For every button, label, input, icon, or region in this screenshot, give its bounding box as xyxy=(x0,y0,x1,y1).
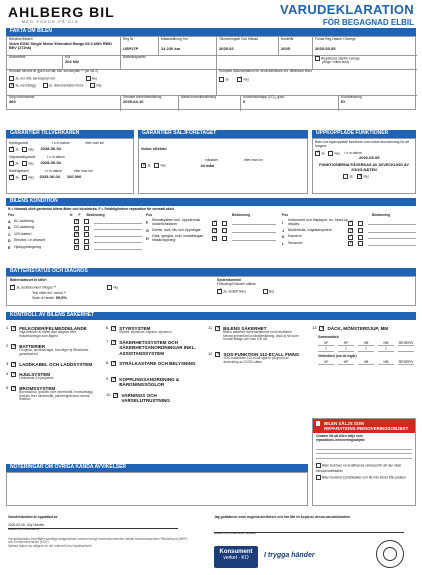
upgrade-ja-label: Ja xyxy=(321,151,325,156)
rust-label: Vagnskadegaranti xyxy=(9,155,36,160)
new-nej-label: Nej xyxy=(28,147,34,152)
stamp-opt1: Ja, med tilägg xyxy=(15,83,36,88)
safety-item-12 xyxy=(208,352,304,364)
condition-row-l xyxy=(282,241,416,246)
condition-f-checkbox[interactable] xyxy=(358,221,363,226)
upgrade-question: Bilen har uppkopplade funktioner som kräva abonnemang för att fungera xyxy=(315,140,409,148)
konsumentverket-logo xyxy=(214,546,258,568)
condition-n-checkbox[interactable] xyxy=(348,221,353,226)
brand-logo xyxy=(8,4,118,25)
safety-item-checkbox[interactable] xyxy=(111,340,116,345)
service-ja-checkbox[interactable] xyxy=(9,76,14,81)
condition-label: Sensorer xyxy=(288,240,303,245)
safety-item-title: SOS-FUNKTION 112-ECALL FINNS xyxy=(223,352,299,357)
safety-item-desc: SOS-funktionen 112-eCall upphör på grund av avveckling av 2G/3G-näten xyxy=(223,356,289,364)
condition-row-e xyxy=(8,245,142,250)
condition-section-header: BILENS KONDITION xyxy=(6,198,416,206)
seal-inner-icon xyxy=(383,547,397,561)
condition-label: DC-laddning xyxy=(14,225,34,230)
safety-item-checkbox[interactable] xyxy=(11,372,16,377)
condition-note-field[interactable] xyxy=(232,221,276,225)
tyre-summer-value: 7 xyxy=(358,347,374,352)
page-title: VARUDEKLARATION xyxy=(279,2,414,17)
safety-item-title: SÄKERHETSSYSTEM OCH SÄKERHETSANORDNINGAR INKL. ASSISTANSSYSTEM xyxy=(119,340,196,356)
repair-reason-label: Orsaker till att bilen säljs som reparations-/renoveringsobjekt xyxy=(316,434,365,442)
condition-f-checkbox[interactable] xyxy=(84,239,89,244)
made-by-label: Varudeklaration är upprättad av xyxy=(8,515,58,519)
safety-item-number: 4 xyxy=(6,371,9,376)
modelyear-label: Modellår xyxy=(281,37,294,41)
condition-id: B xyxy=(8,226,11,231)
condition-label: Glas, speglar, exkl. installningar/ hissar/öppning xyxy=(152,233,204,242)
safety-item-6 xyxy=(106,326,202,335)
upgrade-warn-nej: Nej xyxy=(363,174,369,179)
condition-id: L xyxy=(282,241,285,246)
country-label: (Ange i vilket land) xyxy=(322,60,350,65)
battery-test-ja-checkbox[interactable] xyxy=(10,285,15,290)
tyre-col-header-winter: VF xyxy=(318,360,334,365)
condition-f-checkbox[interactable] xyxy=(358,241,363,246)
system-check-sub: Felkoding/Felkoder utläste xyxy=(217,281,256,286)
tyre-summer-value: 7 xyxy=(338,347,354,352)
seller-box: Volvo eSelekt månader eller max km ✓Ja Nej 24 mån xyxy=(138,138,308,194)
safety-item-title: DÄCK, MÖNSTERDJUP, MM xyxy=(327,326,389,331)
safety-item-checkbox[interactable] xyxy=(111,361,116,366)
safety-item-title: STYRSYSTEM xyxy=(119,326,151,331)
firstreg-value: 2025-05-05 xyxy=(315,45,336,51)
soh-value: 99,5% xyxy=(55,294,68,300)
system-check-label: Systemkontroll xyxy=(217,278,241,282)
condition-f-checkbox[interactable] xyxy=(84,226,89,231)
condition-col2 xyxy=(146,219,276,242)
new-until-value: 2028-06-04 xyxy=(40,146,61,152)
page-subtitle: FÖR BEGAGNAD ELBIL xyxy=(322,17,414,27)
next-inspection-label: Nästa kontrollbesiktning xyxy=(181,95,217,99)
safety-item-desc: Inga felkoder är sökta utan diagnos eller felanteckningar som åtgärd xyxy=(19,330,76,338)
condition-n-checkbox[interactable] xyxy=(348,241,353,246)
safety-item-number: 10 xyxy=(106,392,111,397)
safety-item-checkbox[interactable] xyxy=(215,352,220,357)
tyre-box xyxy=(318,336,416,380)
last-inspection-label: Senaste kontrollbesiktning xyxy=(123,95,162,99)
tyre-summer-value: 7 xyxy=(318,347,334,352)
col-n: N xyxy=(70,213,73,217)
service-opt2: Nej xyxy=(91,76,97,81)
safety-item-title: VARNINGS OCH VARSELUTRUSTNING xyxy=(121,393,170,404)
condition-f-checkbox[interactable] xyxy=(84,232,89,237)
condition-id: I xyxy=(282,220,283,225)
made-by-value: 2026-05-06, Lilly Nordén xyxy=(8,522,45,527)
safety-item-11 xyxy=(208,326,304,342)
condition-f-checkbox[interactable] xyxy=(222,236,227,241)
battery-test-ja-label: Ja, testdokument bifogas ** xyxy=(16,285,57,290)
condition-id: C xyxy=(8,232,11,237)
seller-months-label: månader xyxy=(205,157,219,162)
safety-item-title: HJULSYSTEM xyxy=(19,372,51,377)
condition-note-field[interactable] xyxy=(368,221,416,225)
safety-item-3 xyxy=(6,362,102,367)
disclaimer: Varudeklaration innehåller samtliga obligatoriska moment enligt överenskommelse mellan Motorbranschens Riksförbund (MRF) och Konsumentverket (KOV) xyxy=(8,536,188,545)
tyre-col-header: VF xyxy=(318,341,334,346)
battery-box xyxy=(6,276,416,306)
battery-nej-checkbox[interactable] xyxy=(22,175,27,180)
mileage-value: 14 230 km xyxy=(161,45,181,51)
condition-label: AC-laddning xyxy=(14,218,34,223)
co2-label: Koldioxidutsläpp (CO₂) g/km xyxy=(243,95,285,99)
registered-abroad-label: Registerad utanför sverige xyxy=(321,56,360,61)
battery-ja-checkbox[interactable] xyxy=(9,175,14,180)
soh-label: State of Health: xyxy=(32,295,55,300)
condition-row-g xyxy=(146,228,276,233)
seller-ja-checkbox[interactable] xyxy=(141,163,146,168)
complete-ja-checkbox[interactable] xyxy=(219,77,224,82)
safety-item-desc: Bromsskivor, tjocklek över minimimått, bromsbelägg tjocklek över minimimått, parkeringsbroms normal funktion xyxy=(19,390,93,402)
brand-name: AHLBERG BIL xyxy=(8,4,115,20)
condition-n-checkbox[interactable] xyxy=(212,221,217,226)
safety-item-9 xyxy=(106,377,202,388)
upgrade-ja-checkbox[interactable] xyxy=(315,151,320,156)
complete-ja-label: Ja xyxy=(225,77,229,82)
condition-n-checkbox[interactable] xyxy=(212,228,217,233)
condition-note-field[interactable] xyxy=(94,226,142,230)
condition-label: 12V-batteri xyxy=(14,231,32,236)
seller-name: Volvo eSelekt xyxy=(141,146,167,151)
tyre-col-header: RESERV xyxy=(398,340,414,345)
safety-item-number: 3 xyxy=(6,361,9,366)
ko-title: Konsument xyxy=(219,549,253,555)
sys-nej-checkbox[interactable] xyxy=(263,289,268,294)
facts-table xyxy=(6,36,416,110)
safety-item-title: BILENS SÄKERHET xyxy=(223,326,267,331)
condition-f-checkbox[interactable] xyxy=(222,228,227,233)
safety-item-13 xyxy=(312,326,408,331)
new-km-label: eller max km xyxy=(85,141,105,145)
repair-object-box xyxy=(312,418,416,506)
stamp-opt2: Ja, dokumentation finns xyxy=(48,83,84,88)
safety-item-8 xyxy=(106,361,202,366)
kw-label: KW xyxy=(65,55,71,59)
tyre-col-header: HF xyxy=(338,341,354,346)
euro-value: EI xyxy=(341,98,345,104)
condition-note-field[interactable] xyxy=(368,235,416,239)
battery-until-label: t o m datum xyxy=(44,169,63,174)
new-nej-checkbox[interactable] xyxy=(22,147,27,152)
safety-item-4 xyxy=(6,372,102,381)
safety-item-title: FELKODER/FELMEDDELANDE xyxy=(19,326,87,331)
safety-item-7 xyxy=(106,340,202,356)
tyre-col-header-winter: HB xyxy=(378,360,394,365)
safety-item-checkbox[interactable] xyxy=(319,326,324,331)
condition-f-checkbox[interactable] xyxy=(358,228,363,233)
condition-col1 xyxy=(8,219,142,250)
power-label: Motoreffekt xyxy=(9,55,26,59)
tyre-col-header: VB xyxy=(358,341,374,346)
co2-value: 0 xyxy=(243,98,246,104)
tyre-col-header: HB xyxy=(378,341,394,346)
safety-item-title: STRÅLKASTARE OCH BELYSNING xyxy=(119,361,196,366)
condition-note-field[interactable] xyxy=(232,229,276,233)
condition-label: Kameror xyxy=(288,234,302,239)
tyre-summer-value: 7 xyxy=(378,347,394,352)
battery-until-value: 2033-06-04 xyxy=(39,174,60,180)
manufacture-label: Tillverkningsår Och Månad xyxy=(219,37,259,41)
service-opt1: Ja, enl. tillv. serviceplan vid xyxy=(15,76,55,81)
condition-note-field[interactable] xyxy=(94,220,142,224)
upgrade-warn-ja-checkbox[interactable] xyxy=(343,174,348,179)
condition-label: Dörrar, lock, lås och öppningar xyxy=(152,227,201,232)
condition-label: Hjulupphängning xyxy=(14,244,41,249)
safety-item-checkbox[interactable] xyxy=(215,326,220,331)
condition-label: Klimatsystem inkl. uppvärmda stolar/funktioner xyxy=(152,218,200,227)
safety-item-2 xyxy=(6,344,102,356)
condition-table: Pos N F Bedömning A AC-laddning ✓ B DC-laddning ✓ C 12V-batteri ✓ D Elmotor-/-e drivaxel ✓ E Hjulupphängning ✓ Pos Bedömning F Klimatsystem inkl. uppvärmda stolar/funktioner ✓ G Dörrar, lock, lås och öppningar ✓ H Glas, speglar, exkl. installningar/ hissar/öppning ✓ Pos Bedömning I Instrument och displayer, ex. head-up display ✓ J Multimedia, högtalarsystem ✓ K Kameror ✓ L Sensorer ✓ xyxy=(6,214,416,262)
sys-ja-checkbox[interactable] xyxy=(217,289,222,294)
condition-note-field[interactable] xyxy=(94,233,142,237)
safety-item-checkbox[interactable] xyxy=(111,326,116,331)
condition-n-checkbox[interactable] xyxy=(212,236,217,241)
safety-item-number: 8 xyxy=(106,360,109,365)
condition-row-i xyxy=(282,219,416,227)
battery-km-label: eller max km xyxy=(74,169,93,174)
repair-object-checkbox[interactable] xyxy=(316,421,320,426)
battery-test-nej-checkbox[interactable] xyxy=(107,285,112,290)
tax-label: Årlig fordonsskatt xyxy=(9,95,35,99)
ko-sub: verket · KO xyxy=(223,554,249,561)
complete-nej-label: Nej xyxy=(243,77,249,82)
new-ja-label: Ja xyxy=(15,147,19,152)
seller-section-header: GARANTIER SÄLJFÖRETAGET xyxy=(138,130,308,138)
upgrade-nej-checkbox[interactable] xyxy=(328,151,333,156)
col-pos: Pos xyxy=(8,213,15,217)
repair-object-title: BILEN SÄLJS SOM REPARATIONS-/RENOVERINGSOBJEKT xyxy=(324,421,409,432)
euro-label: Euroklassning xyxy=(341,95,362,99)
safety-item-checkbox[interactable] xyxy=(11,344,16,349)
safety-item-number: 12 xyxy=(208,351,213,356)
safety-item-desc: Bilens säkerhet överensstämmer med resultatet i senast genomförd kontrollbesiktning, dock ej för utom normal slitage och max 100 mil xyxy=(223,330,299,342)
seller-km-label: eller max km xyxy=(244,157,263,162)
qualified-workshop-label: Bilen behöver en kvalificerad verkstad för att den skall bli/vara trafiksäker xyxy=(316,463,401,473)
upgrade-warn-nej-checkbox[interactable] xyxy=(357,174,362,179)
safety-item-number: 6 xyxy=(106,325,109,330)
trygg-label: I trygga händer xyxy=(264,552,315,559)
disclaimer2: Ifyllnad datum av säljaren är det InternetCars Handbarbolet xyxy=(8,543,92,548)
condition-note-field[interactable] xyxy=(368,229,416,233)
warranty-section-header: GARANTIER TILLVERKAREN xyxy=(6,130,134,138)
battery-cap-label: Batterikapacitet xyxy=(123,55,146,59)
condition-row-h xyxy=(146,235,276,243)
summer-label: Sommardäck xyxy=(318,335,339,339)
safety-item-checkbox[interactable] xyxy=(113,393,118,398)
upgrade-until-label: t o m datum xyxy=(344,151,362,156)
safety-item-number: 5 xyxy=(6,385,9,390)
new-warranty-label: Nybilsgaranti xyxy=(9,141,29,145)
safety-item-desc: Styrled, styrstövel, styrarm, styrservo xyxy=(119,330,172,335)
condition-id: D xyxy=(8,239,11,244)
condition-legend: N = Normalt slick gentemot bilens ålder och körsträcka, F = Felaktig/kräver reparation för normalt skick xyxy=(8,207,175,211)
safety-item-desc: Länkarmar & hjulsystem xyxy=(19,376,54,381)
condition-note-field[interactable] xyxy=(94,246,142,250)
tyre-col-header-winter: VB xyxy=(358,360,374,365)
safety-item-10 xyxy=(106,393,202,404)
winter-label: Vinterdäck (om de ingår) xyxy=(318,354,357,359)
stamp-opt1-checkbox[interactable] xyxy=(9,83,14,88)
condition-id: A xyxy=(8,219,11,224)
reg-label: Reg Nr xyxy=(123,37,134,41)
upgrade-section-header: UPPKÖPPLADE FUNKTIONER xyxy=(312,130,416,138)
mileage-label: Mätarställning, Km xyxy=(161,37,189,41)
battery-status-label: Batteristatuset är utfört xyxy=(10,278,47,282)
tyre-col-header-winter: RESERV xyxy=(398,359,414,364)
condition-f-checkbox[interactable] xyxy=(222,221,227,226)
battery-section-header: BATTERISTATUS OCH DIAGNOS xyxy=(6,268,416,276)
battery-test-nej-label: Nej xyxy=(113,285,119,290)
safety-item-5 xyxy=(6,386,102,402)
sys-nej-label: Nej xyxy=(268,289,274,294)
rust-nej-checkbox[interactable] xyxy=(22,161,27,166)
condition-n-checkbox[interactable] xyxy=(74,245,79,250)
safety-item-checkbox[interactable] xyxy=(11,326,16,331)
condition-f-checkbox[interactable] xyxy=(84,245,89,250)
col-f: F xyxy=(78,213,81,217)
condition-id: K xyxy=(282,235,285,240)
condition-id: H xyxy=(146,236,149,241)
facts-section-header: FAKTA OM BILEN xyxy=(6,28,416,36)
condition-label: Instrument och displayer, ex. head-up display xyxy=(288,218,348,227)
safety-item-checkbox[interactable] xyxy=(111,377,116,382)
condition-note-field[interactable] xyxy=(232,237,276,241)
safety-item-number: 2 xyxy=(6,343,9,348)
seller-months-value: 24 mån xyxy=(200,162,215,168)
reg-value: USP27P xyxy=(123,45,139,51)
service-question: Senaste service är gjord vid rätt, tillv. serviceplan ** xyxy=(9,69,84,73)
rust-until-label: t o m datum xyxy=(47,155,65,160)
safety-section-header: KONTROLL AV BILENS SÄKERHET xyxy=(6,312,416,320)
model-label: Bilmärke/Modell xyxy=(9,37,33,41)
brand-tagline: MED FOKUS PÅ DIG xyxy=(22,20,79,25)
notes-area[interactable] xyxy=(6,472,308,506)
battery-warranty-label: Batterigaranti xyxy=(9,169,29,174)
safety-item-number: 7 xyxy=(106,339,109,344)
upgrade-nej-label: Nej xyxy=(334,151,340,156)
condition-label: Elmotor-/-e drivaxel xyxy=(14,238,46,243)
battery-km-value: 160 000 xyxy=(66,174,82,180)
condition-id: F xyxy=(146,220,149,225)
safety-item-checkbox[interactable] xyxy=(11,386,16,391)
upgrade-until-value: 2026-06-05 xyxy=(359,154,380,160)
notes-section-header: NOTERINGAR OM ÖVRIGA KÄNDA AVVIKELSER xyxy=(6,464,308,472)
condition-f-checkbox[interactable] xyxy=(358,235,363,240)
model-value: Volvo EX30 Single Motor Extended Range 69.0 kWh RWD BEV (272hk) xyxy=(9,41,112,51)
power-value: 202 kW xyxy=(65,58,79,64)
modelyear-value: 2025 xyxy=(281,45,290,51)
qualified-workshop-checkbox[interactable] xyxy=(316,463,321,468)
buyer-label: Jag godkänner ovan angivna avvikelser och har fått en kopia av denna varudeklaration xyxy=(214,515,351,519)
col-note: Bedömning xyxy=(86,213,105,217)
service-question-note: (se vid 2) xyxy=(84,69,99,73)
upgrade-warn-ja: Ja xyxy=(349,174,353,179)
safety-item-title: KOPPLINGSANORDNING & BÄRGNINGSÖGLOR xyxy=(119,377,180,388)
stamp-opt3: Nej xyxy=(96,83,102,88)
made-by-hint: (Datum och underskrift) xyxy=(8,527,40,532)
warranty-box: Nybilsgaranti t o m datum eller max km ✓Ja Nej 2028-06-04 Vagnskadegaranti t o m datum ✓Ja Nej 2028-06-04 Batterigaranti t o m datum eller max km ✓Ja Nej 2033-06-04 160 000 xyxy=(6,138,134,194)
stamp-opt3-checkbox[interactable] xyxy=(90,83,95,88)
condition-id: J xyxy=(282,228,284,233)
sys-ja-label: Ja, utskrift finns xyxy=(223,289,246,294)
not-roadworthy-checkbox[interactable] xyxy=(316,475,321,480)
condition-col3 xyxy=(282,219,416,246)
seller-nej-checkbox[interactable] xyxy=(154,163,159,168)
safety-item-title: BROMSSYSTEM xyxy=(19,386,56,391)
tyre-col-header-winter: HF xyxy=(338,360,354,365)
rust-ja-checkbox[interactable] xyxy=(9,161,14,166)
upgrade-warning: FUNKTIONERNA PÅVERKAS AV AVVECKLING AV 2G/3G-NÄTEN xyxy=(319,163,409,172)
safety-item-checkbox[interactable] xyxy=(11,362,16,367)
last-inspection-value: 2025-04-10 xyxy=(123,98,144,104)
manufacture-value: 2025-02 xyxy=(219,45,234,51)
safety-item-number: 13 xyxy=(312,325,317,330)
condition-row-f xyxy=(146,219,276,227)
buyer-hint: (Datum och underskrift, köpare) xyxy=(214,531,257,536)
upgrade-box xyxy=(312,138,416,194)
safety-item-number: 1 xyxy=(6,325,9,330)
rust-value: 2028-06-04 xyxy=(40,160,61,166)
safety-item-1 xyxy=(6,326,102,338)
condition-note-field[interactable] xyxy=(368,242,416,246)
tax-value: 360 xyxy=(9,98,16,104)
tyre-summer-value xyxy=(398,347,414,352)
firstreg-label: Första Reg Datum i Sverige xyxy=(315,37,356,41)
condition-f-checkbox[interactable] xyxy=(84,219,89,224)
not-roadworthy-label: Bilen bedöms ej trafiksäker och får inte köras från platsen xyxy=(322,475,406,480)
safety-item-number: 11 xyxy=(208,325,213,330)
safety-item-title: BATTERIER xyxy=(19,344,46,349)
service-nej-checkbox[interactable] xyxy=(86,76,91,81)
condition-label: Multimedia, högtalarsystem xyxy=(288,227,332,232)
safety-item-desc: Fungerar, användningar, överväger ej tillverkares garantiperiod xyxy=(19,348,89,356)
registered-abroad-checkbox[interactable] xyxy=(315,56,320,61)
new-until-label: t o m datum xyxy=(52,141,70,145)
condition-id: G xyxy=(146,228,149,233)
safety-item-number: 9 xyxy=(106,376,109,381)
safety-item-title: LADDKABEL OCH LADDSYSTEM xyxy=(19,362,93,367)
condition-note-field[interactable] xyxy=(94,239,142,243)
complete-doc-label: Komplett dokumentation för serviceshistorik enl. tillverkare finns xyxy=(219,69,312,73)
new-ja-checkbox[interactable] xyxy=(9,147,14,152)
condition-id: E xyxy=(8,245,11,250)
stamp-opt2-checkbox[interactable] xyxy=(43,83,48,88)
battery-method-label: Test utfört enl. metod ** xyxy=(32,291,67,296)
complete-nej-checkbox[interactable] xyxy=(237,77,242,82)
